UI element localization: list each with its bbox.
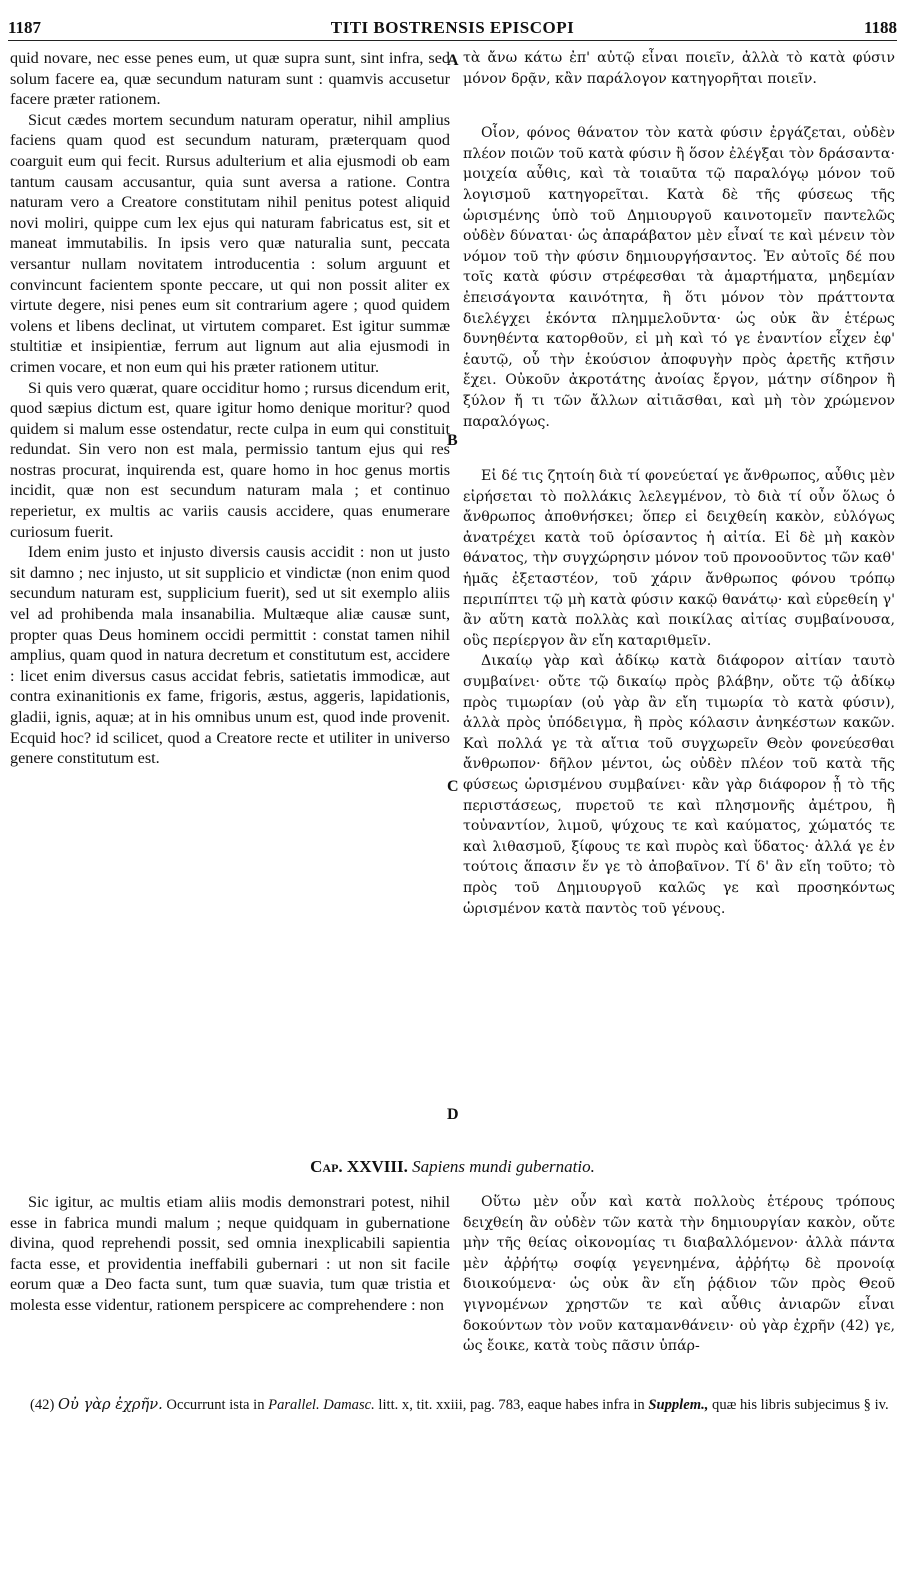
greek-column-top	[463, 48, 895, 919]
margin-letter-c: C	[447, 778, 459, 795]
chapter-number: Cap. XXVIII.	[310, 1157, 408, 1176]
greek-column-bottom	[463, 1192, 895, 1357]
footnote-end: quæ his libris subjecimus § iv.	[712, 1397, 889, 1413]
greek-paragraph: τὰ ἄνω κάτω ἐπ' αὐτῷ εἶναι ποιεῖν, ἀλλὰ τὸ κατὰ φύσιν μόνον δρᾷν, κἂν παράλογον κατηγορῆται ποιεῖν.	[463, 50, 895, 87]
greek-paragraph: Οἷον, φόνος θάνατον τὸν κατὰ φύσιν ἐργάζεται, οὐδὲν πλέον ποιῶν τοῦ κατὰ φύσιν ἢ ὅσον ἐλέγξαι τὸν δράσαντα· μοιχεία αὖθις, καὶ τὰ τοιαῦτα τῷ παραλόγῳ μόνον τοῦ λογισμοῦ κατηγορεῖται. Κατὰ δὲ τῆς φύσεως τῆς ὡρισμένης ὑπὸ τοῦ Δημιουργοῦ καινοτομεῖν παντελῶς οὐδὲν δύναται· ὡς ἀπαράβατον μὲν εἶναί τε καὶ μένειν τὸν νόμον τοῦ τὴν φύσιν δημιουργήσαντος. Ἐν αὐτοῖς δέ που τοῖς κατὰ φύσιν στρέφεσθαι τὰ ἁμαρτήματα, μηδεμίαν ἐπεισάγοντα καινότητα, ἢ ὅτι μόνον τὸν πράττοντα διελέγχει ἑκόντα πλημμελοῦντα· ὡς οὐκ ἂν ἑτέρως δυνηθέντα κατορθοῦν, εἰ μὴ καὶ τό γε ἐναντίον εἶχεν ἐφ' ἑαυτῷ, οὗ τὴν ἑκούσιον ἀποφυγὴν πρὸς ἀρετῆς κτῆσιν ἔχει. Οὐκοῦν ἀκροτάτης ἀνοίας ἔργον, μάτην σίδηρον ἢ ξύλον ἤ τι τῶν ἄλλων αἰτιᾶσθαι, καὶ μὴ τὸν χρώμενον παραλόγως.	[463, 125, 895, 430]
header-rule	[8, 40, 897, 41]
latin-paragraph: Sic igitur, ac multis etiam aliis modis demonstrari potest, nihil esse in fabrica mundi malum ; neque quidquam in gubernatione divina, quod reprehendi possit, sed omnia inexplicabili sapientia facta esse, et providentia ineffabili gubernari : ut non sit facile eorum quæ a Deo facta sunt, tum quæ suavia, tum quæ tristia et molesta esse videntur, rationem perspicere ac comprehendere : non	[10, 1193, 450, 1314]
latin-paragraph: Si quis vero quærat, quare occiditur homo ; rursus dicendum erit, quod sæpius dictum est, quare igitur homo denique moritur? quod quidem si malum esse ostendatur, recte culpa in eum qui constituit redundat. Sin vero non est mala, permissio tantum ejus qui res nostras procurat, inquirenda est, quare homo in hoc genus mortis incidit, quæ non est secundum naturam mala ; et continuo reperietur, ex multis ac variis causis accidere, quas enumerare curiosum fuerit.	[10, 378, 450, 541]
footnote-reference-text: litt. x, tit. xxiii, pag. 783, eaque habes infra in	[378, 1397, 645, 1413]
greek-paragraph: Οὕτω μὲν οὖν καὶ κατὰ πολλοὺς ἑτέρους τρόπους δειχθείη ἂν οὐδὲν τῶν κατὰ τὴν δημιουργίαν κακὸν, οὔτε μὴν τῆς θείας οἰκονομίας τι διαβαλλόμενον· ἀλλὰ πάντα μὲν ἀῤῥήτῳ σοφίᾳ γεγενημένα, ἀῤῥήτῳ δὲ προνοίᾳ διοικούμενα· ὡς οὐκ ἂν εἴη ῥᾴδιον τῶν πρὸς Θεοῦ γιγνομένων χρηστῶν τε καὶ αὖθις ἀνιαρῶν εἶναι δοκούντων τὸν νοῦν καταμανθάνειν· οὐ γὰρ ἐχρῆν (42) γε, ὡς ἔοικε, κατὰ τοὺς πᾶσιν ὑπάρ-	[463, 1194, 895, 1355]
footnote-text: Occurrunt ista in	[166, 1397, 265, 1413]
latin-paragraph: Sicut cædes mortem secundum naturam operatur, nihil amplius faciens quam quod est secundum naturam, præterquam quod coarguit eum qui fecit. Rursus adulterium et alia ejusmodi ob eam tantum causam accusantur, quia sunt aversa a ratione. Contra naturam vero a Creatore constitutam nihil penitus potest aliquid novi moliri, quippe cum lex ejus qui naturam fabricatus est, sit et maneat immutabilis. In ipsis vero quæ naturalia sunt, peccata versantur nullam novitatem introducentia : solum arguunt et convincunt facientem sponte peccare, ut qui non possit aliter ex virtute degere, nisi penes eum sit contrarium agere ; quod quidem volens et libens declinat, ut virtutem comparet. Est igitur summæ stultitiæ et insipientiæ, ferrum aut lignum aut alia ejusmodi in crimen vocare, et non eum qui his præter rationem utitur.	[10, 110, 450, 376]
latin-paragraph: Idem enim justo et injusto diversis causis accidit : non ut justo sit damno ; nec injusto, ut sit supplicio et vindictæ (non enim quod secundum naturam est, supplicium fuerit), sed ut sit exemplo aliis vel ad prohibenda mala insanabilia. Multæque aliæ causæ sunt, propter quas Deus hominem occidi permittit : constat tamen nihil amplius, quam quod in natura decretum et constitutum est, accidere : licet enim diversus casus accidat febris, satietatis immodicæ, aut contra exinanitionis ex fame, frigoris, æstus, aggeris, lapidationis, gladii, ignis, aquæ; at in his omnibus unum est, quod inde provenit. Ecquid hoc? id scilicet, quod a Creatore recte et utiliter in universo genere constitutum est.	[10, 543, 450, 768]
latin-paragraph: quid novare, nec esse penes eum, ut quæ supra sunt, sint infra, sed solum facere ea, quæ secundum naturam sunt : quamvis accusetur facere præter rationem.	[10, 49, 450, 109]
greek-paragraph: Εἰ δέ τις ζητοίη διὰ τί φονεύεταί γε ἄνθρωπος, αὖθις μὲν εἰρήσεται τὸ πολλάκις λελεγμένον, τὸ διὰ τί οὖν ὅλως ὁ ἄνθρωπος ἀποθνήσκει; ὅπερ εἰ δειχθείη κακὸν, εὐλόγως ἀνατρέχει κατὰ τοῦ ὁρίσαντος ἡ αἰτία. Εἰ δὲ μὴ κακὸν θάνατος, τὴν συγχώρησιν μόνον τοῦ προνοοῦντος τῶν καθ' ἡμᾶς ἐξεταστέον, τοῦ χάριν ἄνθρωπος φόνου τρόπῳ περιπίπτει τῷ μὴ κατὰ φύσιν κακῷ θανάτῳ· καὶ εὑρεθείη γ' ἂν αὕτη κατὰ πολλὰς καὶ ποικίλας αἰτίας συμβαίνουσα, οὓς περίεργον ἂν εἴη καταριθμεῖν.	[463, 468, 895, 649]
page-number-right: 1188	[863, 18, 897, 37]
footnote	[30, 1395, 893, 1415]
footnote-marker: (42)	[30, 1397, 55, 1413]
margin-letter-b: B	[447, 432, 458, 449]
footnote-reference-supplement: Supplem.,	[648, 1397, 709, 1413]
chapter-subtitle: Sapiens mundi gubernatio.	[412, 1157, 595, 1176]
footnote-greek: Οὐ γὰρ ἐχρῆν.	[57, 1396, 163, 1413]
running-header	[8, 4, 897, 37]
footnote-reference: Parallel. Damasc.	[268, 1397, 375, 1413]
chapter-heading	[0, 1157, 905, 1177]
latin-column-top	[10, 48, 450, 769]
latin-column-bottom	[10, 1192, 450, 1316]
margin-letter-a: A	[447, 52, 459, 69]
running-title: TITI BOSTRENSIS EPISCOPI	[330, 18, 575, 37]
greek-paragraph: Δικαίῳ γὰρ καὶ ἀδίκῳ κατὰ διάφορον αἰτίαν ταυτὸ συμβαίνει· οὔτε τῷ δικαίῳ πρὸς βλάβην, οὔτε τῷ ἀδίκῳ πρὸς τιμωρίαν (οὐ γὰρ ἂν εἴη τιμωρία τὸ κατὰ φύσιν), ἀλλὰ πρὸς ὑπόδειγμα, ἢ πρὸς κόλασιν ἀνηκέστων κακῶν. Καὶ πολλά γε τὰ αἴτια τοῦ συγχωρεῖν Θεὸν φονεύεσθαι ἄνθρωπον· δῆλον μέντοι, ὡς οὐδὲν πλέον τοῦ κατὰ τῆς φύσεως ὡρισμένου συμβαίνει· κἂν γὰρ διάφορον ᾖ τὸ τῆς περιστάσεως, πυρετοῦ τε καὶ πλησμονῆς ἀμέτρου, ἢ τοὐναντίον, λιμοῦ, ψύχους τε καὶ καύματος, χώματός τε καὶ λιθασμοῦ, ξίφους τε καὶ πυρὸς καὶ ὕδατος· ἀλλά γε ἐν τούτοις ἅπασιν ἕν γε τὸ ἀποβαῖνον. Τί δ' ἂν εἴη τοῦτο; τὸ πρὸς τοῦ Δημιουργοῦ καλῶς γε καὶ προσηκόντως ὡρισμένον κατὰ παντὸς τοῦ γένους.	[463, 653, 895, 917]
margin-letter-d: D	[447, 1106, 459, 1123]
page-number-left: 1187	[8, 18, 42, 37]
